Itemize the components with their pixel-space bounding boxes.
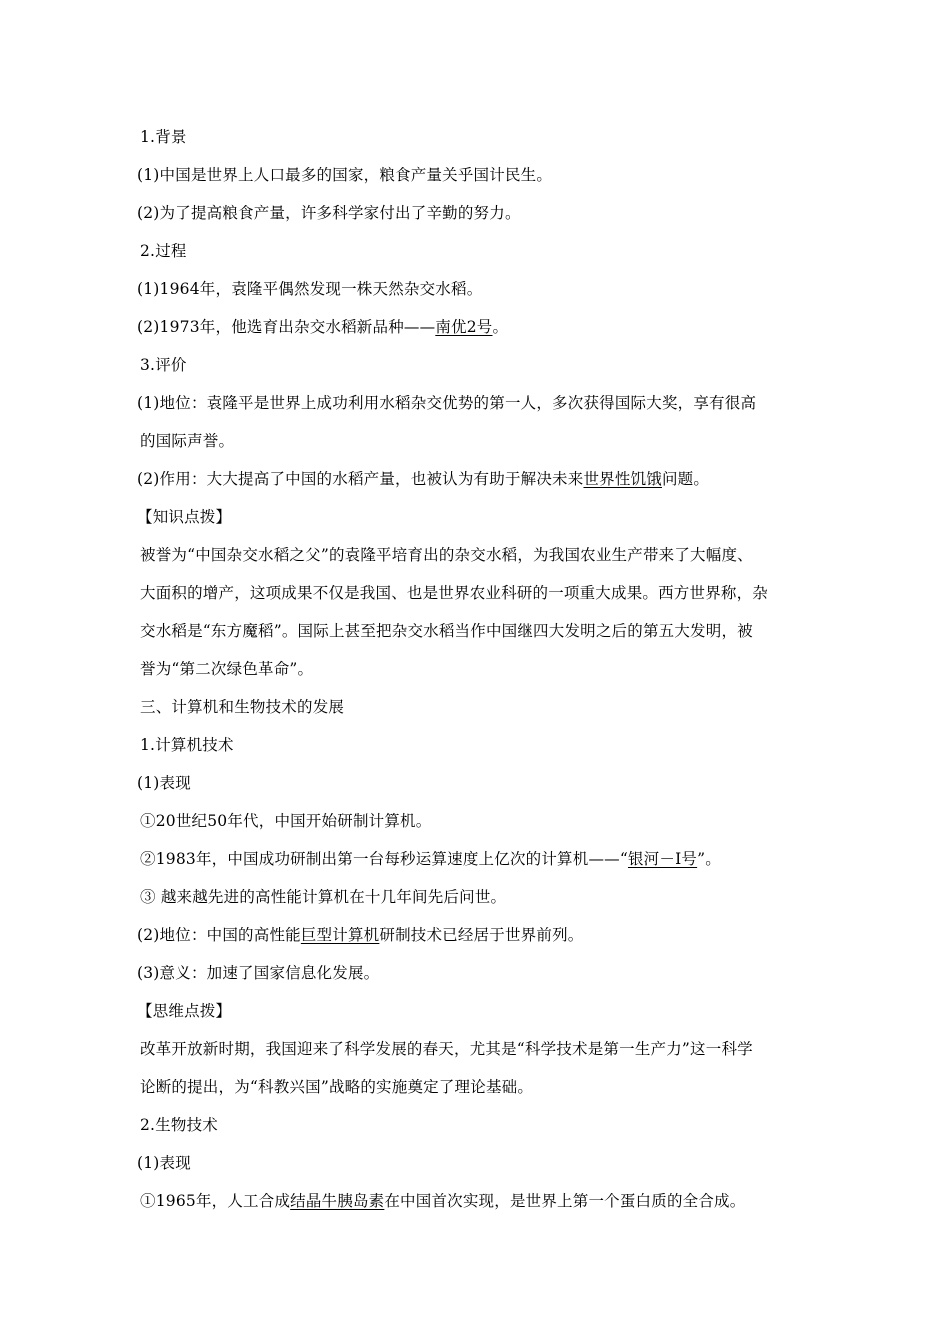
text-segment: 。 xyxy=(492,318,509,336)
paragraph-line: ①20世纪50年代，中国开始研制计算机。 xyxy=(140,812,432,830)
text-segment: (2)作用：大大提高了中国的水稻产量，也被认为有助于解决未来 xyxy=(137,470,584,488)
heading-biotech: 2.生物技术 xyxy=(140,1116,218,1134)
paragraph-line xyxy=(137,460,820,498)
heading-computer: 1.计算机技术 xyxy=(140,736,234,754)
heading-process: 2.过程 xyxy=(140,242,187,260)
text-segment: ”。 xyxy=(697,850,721,868)
paragraph-line xyxy=(137,916,820,954)
section-label-knowledge: 【知识点拨】 xyxy=(137,508,232,526)
text-segment: 研制技术已经居于世界前列。 xyxy=(379,926,584,944)
paragraph-line: 改革开放新时期，我国迎来了科学发展的春天，尤其是“科学技术是第一生产力”这一科学 xyxy=(140,1040,753,1058)
underlined-term: 世界性饥饿 xyxy=(583,470,662,488)
underlined-term: 南优2号 xyxy=(435,318,493,336)
paragraph-line: (3)意义：加速了国家信息化发展。 xyxy=(137,964,380,982)
text-segment: 在中国首次实现，是世界上第一个蛋白质的全合成。 xyxy=(384,1192,746,1210)
paragraph-line: 论断的提出，为“科教兴国”战略的实施奠定了理论基础。 xyxy=(140,1078,534,1096)
text-segment: 问题。 xyxy=(661,470,710,488)
underlined-term: 银河－Ⅰ号 xyxy=(627,850,698,868)
text-segment: ①1965年，人工合成 xyxy=(140,1192,291,1210)
paragraph-line: (1)表现 xyxy=(137,774,191,792)
text-segment: (2)1973年，他选育出杂交水稻新品种—— xyxy=(137,318,436,336)
paragraph-line: 誉为“第二次绿色革命”。 xyxy=(140,660,314,678)
paragraph-line: (2)为了提高粮食产量，许多科学家付出了辛勤的努力。 xyxy=(137,204,521,222)
section-heading: 三、计算机和生物技术的发展 xyxy=(140,698,345,716)
heading-evaluation: 3.评价 xyxy=(140,356,187,374)
text-segment: ②1983年，中国成功研制出第一台每秒运算速度上亿次的计算机——“ xyxy=(140,850,628,868)
text-segment: (2)地位：中国的高性能 xyxy=(137,926,301,944)
underlined-term: 结晶牛胰岛素 xyxy=(290,1192,385,1210)
section-label-thinking: 【思维点拨】 xyxy=(137,1002,232,1020)
paragraph-line xyxy=(140,840,820,878)
paragraph-line: 交水稻是“东方魔稻”。国际上甚至把杂交水稻当作中国继四大发明之后的第五大发明，被 xyxy=(140,622,753,640)
paragraph-line: (1)中国是世界上人口最多的国家，粮食产量关乎国计民生。 xyxy=(137,166,553,184)
underlined-term: 巨型计算机 xyxy=(300,926,380,944)
paragraph-line: (1)1964年，袁隆平偶然发现一株天然杂交水稻。 xyxy=(137,280,483,298)
heading-background: 1.背景 xyxy=(140,128,187,146)
document-body xyxy=(137,118,820,1220)
paragraph-line xyxy=(140,1182,820,1220)
paragraph-line: (1)表现 xyxy=(137,1154,191,1172)
paragraph-line: 的国际声誉。 xyxy=(140,432,235,450)
paragraph-line: (1)地位：袁隆平是世界上成功利用水稻杂交优势的第一人，多次获得国际大奖，享有很高 xyxy=(137,394,757,412)
paragraph-line xyxy=(137,308,820,346)
paragraph-line: ③ 越来越先进的高性能计算机在十几年间先后问世。 xyxy=(140,888,507,906)
paragraph-line: 被誉为“中国杂交水稻之父”的袁隆平培育出的杂交水稻，为我国农业生产带来了大幅度、 xyxy=(140,546,753,564)
paragraph-line: 大面积的增产，这项成果不仅是我国、也是世界农业科研的一项重大成果。西方世界称，杂 xyxy=(140,584,769,602)
